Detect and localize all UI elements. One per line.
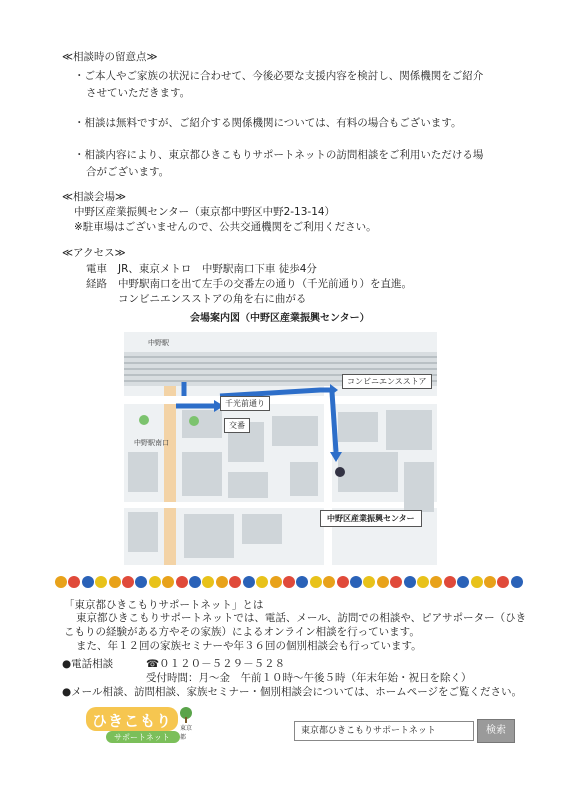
main-road: [164, 386, 176, 565]
phone-label: ●電話相談: [62, 658, 114, 670]
divider-dot: [189, 576, 201, 588]
phone-hours: 受付時間：月～金 午前１０時～午後５時（年末年始・祝日を除く）: [146, 672, 472, 684]
notes-heading: ≪相談時の留意点≫: [62, 51, 158, 63]
notes-item3-line2: 合がございます。: [86, 166, 170, 178]
map-graphic: [124, 332, 437, 565]
venue-parking: ※駐車場はございませんので、公共交通機関をご利用ください。: [74, 221, 377, 233]
divider-dot: [283, 576, 295, 588]
venue-heading: ≪相談会場≫: [62, 191, 126, 203]
divider-dot: [430, 576, 442, 588]
access-route-line1: 中野駅南口を出て左手の交番左の通り（千光前通り）を直進。: [118, 278, 412, 290]
venue-marker-icon: [335, 467, 345, 477]
dots-divider: [55, 576, 523, 590]
divider-dot: [310, 576, 322, 588]
access-route-line2: コンビニエンスストアの角を右に曲がる: [118, 293, 307, 305]
search-input-value: 東京都ひきこもりサポートネット: [301, 726, 436, 736]
search-button[interactable]: 検索: [477, 719, 515, 743]
divider-dot: [202, 576, 214, 588]
road-h2: [124, 502, 437, 508]
map-label-street: 千光前通り: [220, 396, 270, 411]
divider-dot: [484, 576, 496, 588]
divider-dot: [377, 576, 389, 588]
hikikomori-logo: [84, 703, 196, 745]
map-label-station: 中野駅: [148, 339, 169, 347]
phone-number: ☎０１２０－５２９－５２８: [146, 658, 286, 670]
divider-dot: [337, 576, 349, 588]
about-heading: 「東京都ひきこもりサポートネット」とは: [64, 599, 264, 611]
divider-dot: [444, 576, 456, 588]
divider-dot: [243, 576, 255, 588]
divider-dot: [216, 576, 228, 588]
divider-dot: [82, 576, 94, 588]
access-route-label: 経路: [86, 278, 107, 290]
divider-dot: [323, 576, 335, 588]
access-train: JR、東京メトロ 中野駅南口下車 徒歩4分: [118, 263, 317, 275]
map-title: 会場案内図（中野区産業振興センター）: [190, 313, 370, 324]
notes-item1-line2: させていただきます。: [86, 87, 191, 99]
notes-item1-line1: ・ご本人やご家族の状況に合わせて、今後必要な支援内容を検討し、関係機関をご紹介: [74, 70, 484, 82]
divider-dot: [229, 576, 241, 588]
divider-dot: [511, 576, 523, 588]
divider-dot: [404, 576, 416, 588]
divider-dot: [350, 576, 362, 588]
logo-tag: 東京都: [180, 725, 193, 741]
notes-item3-line1: ・相談内容により、東京都ひきこもりサポートネットの訪問相談をご利用いただける場: [74, 149, 484, 161]
divider-dot: [68, 576, 80, 588]
divider-dot: [122, 576, 134, 588]
search-input[interactable]: [294, 721, 474, 741]
about-line3: また、年１２回の家族セミナーや年３６回の個別相談会も行っています。: [76, 640, 422, 652]
map-label-station-minami: 中野駅南口: [134, 439, 169, 447]
divider-dot: [176, 576, 188, 588]
divider-dot: [149, 576, 161, 588]
divider-dot: [471, 576, 483, 588]
about-line2: こもりの経験がある方やその家族）によるオンライン相談を行っています。: [64, 626, 420, 638]
map-label-destination: 中野区産業振興センター: [320, 510, 422, 527]
venue-map: [124, 332, 437, 565]
road-h1: [124, 396, 437, 404]
divider-dot: [162, 576, 174, 588]
divider-dot: [270, 576, 282, 588]
venue-name: 中野区産業振興センター（東京都中野区中野2-13-14）: [74, 206, 336, 218]
map-label-koban: 交番: [224, 418, 250, 433]
divider-dot: [256, 576, 268, 588]
logo-main: ひきこもり: [92, 712, 173, 730]
divider-dot: [109, 576, 121, 588]
about-line1: 東京都ひきこもりサポートネットでは、電話、メール、訪問での相談や、ピアサポーター（ひき: [76, 612, 527, 624]
access-heading: ≪アクセス≫: [62, 247, 126, 259]
divider-dot: [296, 576, 308, 588]
divider-dot: [363, 576, 375, 588]
divider-dot: [135, 576, 147, 588]
divider-dot: [55, 576, 67, 588]
divider-dot: [95, 576, 107, 588]
road-v1: [324, 386, 332, 565]
divider-dot: [417, 576, 429, 588]
divider-dot: [390, 576, 402, 588]
divider-dot: [497, 576, 509, 588]
logo-sub: サポートネット: [114, 733, 170, 742]
map-label-convenience: コンビニエンスストア: [342, 374, 432, 389]
access-train-label: 電車: [86, 263, 107, 275]
notes-item2: ・相談は無料ですが、ご紹介する関係機関については、有料の場合もございます。: [74, 117, 462, 129]
other-info: ●メール相談、訪問相談、家族セミナー・個別相談会については、ホームページをご覧ください。: [62, 686, 523, 698]
divider-dot: [457, 576, 469, 588]
